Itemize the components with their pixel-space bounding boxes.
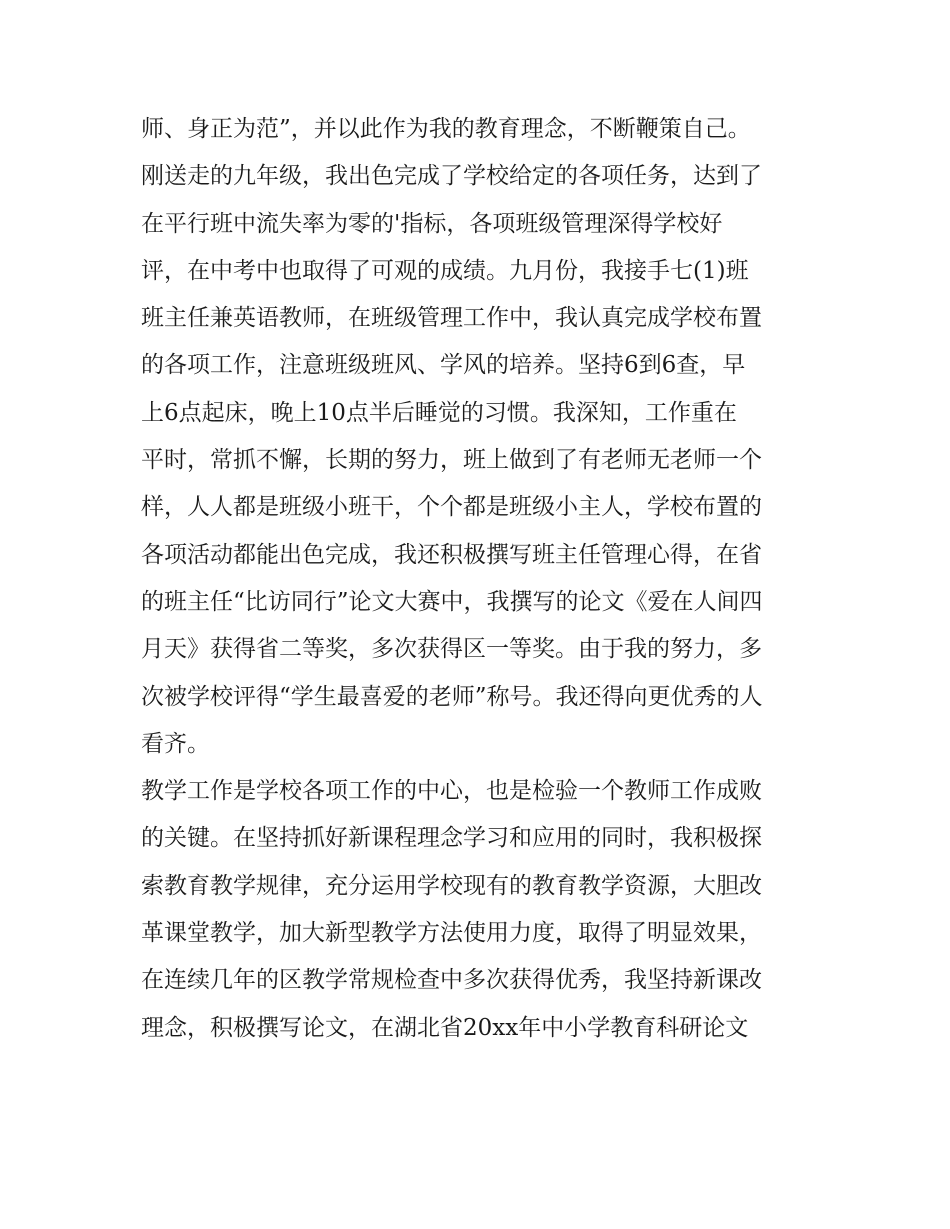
text-line: 的关键。在坚持抓好新课程理念学习和应用的同时，我积极探 — [141, 825, 762, 852]
text-line: 革课堂教学，加大新型教学方法使用力度，取得了明显效果， — [141, 920, 762, 947]
text-line: 样，人人都是班级小班干，个个都是班级小主人，学校布置的 — [141, 494, 762, 521]
text-line: 月天》获得省二等奖，多次获得区一等奖。由于我的努力，多 — [141, 636, 762, 663]
text-line: 索教育教学规律，充分运用学校现有的教育教学资源，大胆改 — [141, 872, 762, 899]
text-line: 班主任兼英语教师，在班级管理工作中，我认真完成学校布置 — [141, 305, 762, 332]
text-line: 次被学校评得“学生最喜爱的老师”称号。我还得向更优秀的人 — [141, 683, 763, 710]
text-line: 平时，常抓不懈，长期的努力，班上做到了有老师无老师一个 — [141, 447, 762, 474]
text-line: 在平行班中流失率为零的'指标，各项班级管理深得学校好 — [141, 210, 723, 237]
text-line: 教学工作是学校各项工作的中心，也是检验一个教师工作成败 — [141, 778, 762, 805]
text-line: 的各项工作，注意班级班风、学风的培养。坚持6到6查，早 — [141, 352, 746, 379]
text-line: 看齐。 — [141, 730, 210, 757]
text-line: 的班主任“比访同行”论文大赛中，我撰写的论文《爱在人间四 — [141, 588, 763, 615]
text-line: 刚送走的九年级，我出色完成了学校给定的各项任务，达到了 — [141, 163, 762, 190]
text-line: 在连续几年的区教学常规检查中多次获得优秀，我坚持新课改 — [141, 967, 762, 994]
document-body — [141, 106, 821, 1052]
text-line: 各项活动都能出色完成，我还积极撰写班主任管理心得，在省 — [141, 541, 762, 568]
text-line: 理念，积极撰写论文，在湖北省20xx年中小学教育科研论文 — [141, 1014, 749, 1041]
text-line: 上6点起床，晚上10点半后睡觉的习惯。我深知，工作重在 — [141, 399, 737, 426]
text-line: 评，在中考中也取得了可观的成绩。九月份，我接手七(1)班 — [141, 257, 749, 284]
text-line: 师、身正为范”，并以此作为我的教育理念，不断鞭策自己。 — [141, 116, 751, 142]
